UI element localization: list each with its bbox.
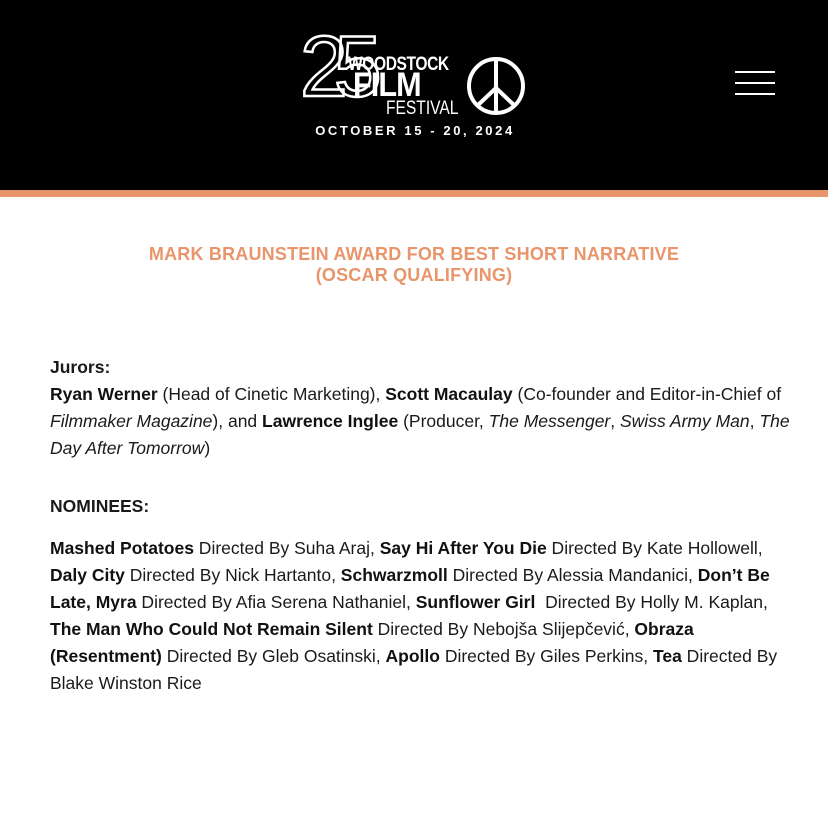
site-header (0, 0, 828, 190)
award-title-line2: (OSCAR QUALIFYING) (315, 265, 513, 285)
nominee-credit: Directed By Kate Hollowell, (546, 538, 763, 558)
nominee-title: Don’t Be Late, Myra (50, 565, 770, 612)
nominee-credit: Directed By Suha Araj, (193, 538, 380, 558)
menu-line-icon (735, 93, 775, 95)
logo-number: 25 (300, 19, 368, 115)
nominee-credit: Directed By Nick Hartanto, (124, 565, 341, 585)
festival-dates: OCTOBER 15 - 20, 2024 (315, 123, 515, 138)
nominee-credit: Directed By Alessia Mandanici, (447, 565, 698, 585)
award-title-line1: MARK BRAUNSTEIN AWARD FOR BEST SHORT NARRATIVE (148, 244, 680, 264)
juror-description: (Producer, (398, 411, 489, 431)
jurors-label: Jurors: (50, 357, 111, 377)
film-title: Swiss Army Man (620, 411, 750, 431)
hamburger-menu-button[interactable] (733, 68, 777, 98)
nominee-credit: Directed By Blake Winston Rice (50, 646, 778, 693)
nominee-title: Say Hi After You Die (379, 538, 547, 558)
juror-description: (Head of Cinetic Marketing), (157, 384, 386, 404)
award-title (60, 244, 768, 286)
juror-name: Scott Macaulay (385, 384, 513, 404)
logo-festival-text: FESTIVAL (386, 98, 459, 119)
logo-woodstock-text: WOODSTOCK (348, 54, 449, 75)
nominee-title: Mashed Potatoes (50, 538, 194, 558)
nominee-credit: Directed By Nebojša Slijepčević, (372, 619, 635, 639)
spacer (50, 462, 790, 493)
nominee-title: Apollo (385, 646, 440, 666)
nominee-title: Tea (652, 646, 682, 666)
nominees-paragraph (50, 535, 790, 697)
film-title: The Messenger (488, 411, 611, 431)
separator: , (610, 411, 620, 431)
jurors-paragraph (50, 381, 790, 462)
logo-film-text: FILM (353, 66, 421, 104)
nominee-credit: Directed By Afia Serena Nathaniel, (136, 592, 416, 612)
nominee-title: Daly City (50, 565, 125, 585)
nominee-credit: Directed By Gleb Osatinski, (161, 646, 386, 666)
separator: , (749, 411, 760, 431)
nominee-credit: Directed By Giles Perkins, (439, 646, 653, 666)
juror-description: ) (204, 438, 211, 458)
juror-description: (Co-founder and Editor-in-Chief of (512, 384, 782, 404)
menu-line-icon (735, 71, 775, 73)
header-accent-bar (0, 190, 828, 197)
nominee-title: Schwarzmoll (340, 565, 448, 585)
spacer (50, 520, 790, 535)
magazine-title: Filmmaker Magazine (50, 411, 213, 431)
nominees-label: NOMINEES: (50, 496, 150, 516)
peace-sign-icon (466, 56, 526, 116)
juror-name: Ryan Werner (50, 384, 158, 404)
award-content (50, 354, 790, 697)
juror-description: ), and (212, 411, 263, 431)
film-title: The Day After Tomorrow (50, 411, 790, 458)
nominee-title: Obraza (Resentment) (50, 619, 694, 666)
juror-name: Lawrence Inglee (262, 411, 399, 431)
nominee-credit: Directed By Holly M. Kaplan, (535, 592, 773, 612)
menu-line-icon (735, 82, 775, 84)
nominee-title: The Man Who Could Not Remain Silent (50, 619, 373, 639)
nominee-title: Sunflower Girl (415, 592, 536, 612)
